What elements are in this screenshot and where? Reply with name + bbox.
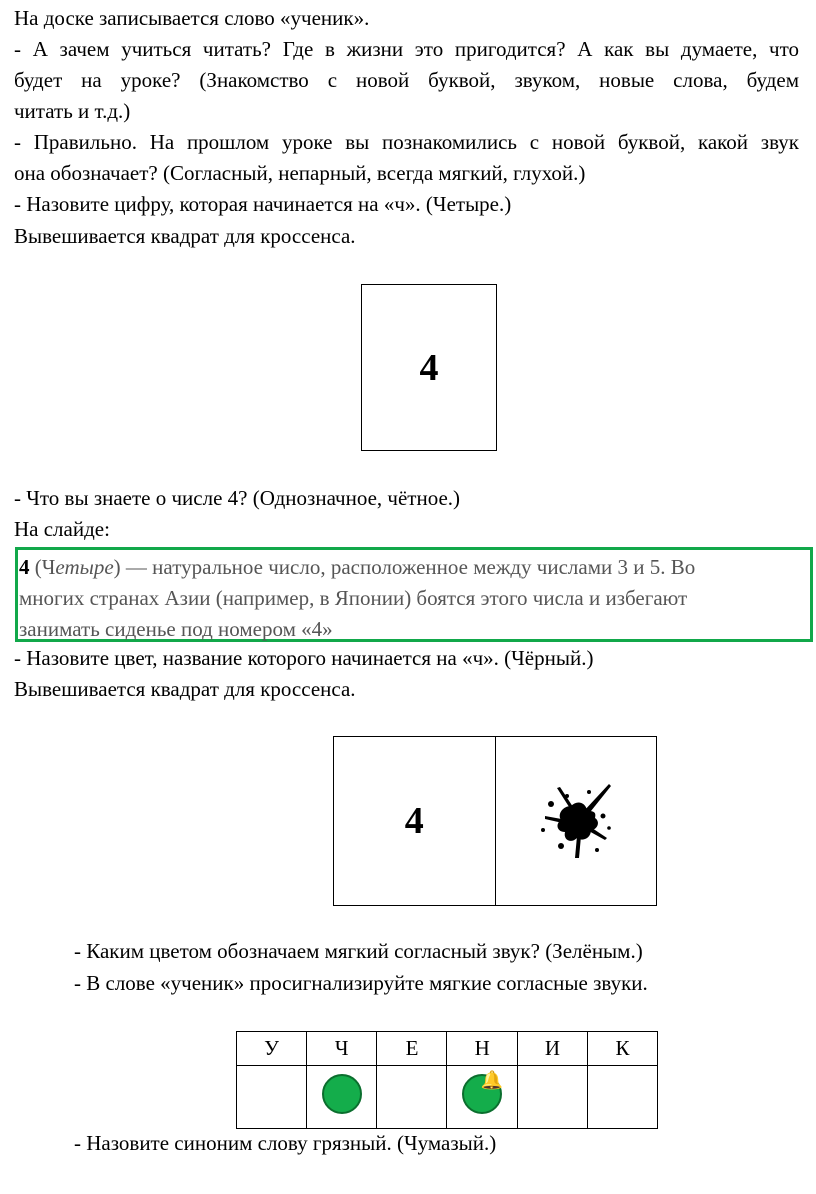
green-circle-icon <box>322 1074 362 1114</box>
text-line: будет на уроке? (Знакомство с новой буквой, звуком, новые слова, будем <box>14 68 799 92</box>
text-line: - А зачем учиться читать? Где в жизни это пригодится? А как вы думаете, что <box>14 37 799 61</box>
ink-blot-icon <box>496 737 657 905</box>
signal-cell <box>237 1066 307 1129</box>
signal-cell <box>587 1066 657 1129</box>
slide-word-italic: етыре <box>55 555 114 579</box>
slide-text: — натуральное число, расположенное между числами 3 и 5. Во <box>120 555 696 579</box>
text-line: она обозначает? (Согласный, непарный, всегда мягкий, глухой.) <box>14 161 586 185</box>
signal-cell <box>517 1066 587 1129</box>
slide-line: занимать сиденье под номером «4» <box>19 617 333 641</box>
crossens-card-number: 4 <box>361 284 497 451</box>
signal-cell <box>377 1066 447 1129</box>
text-line: Вывешивается квадрат для кроссенса. <box>14 677 356 701</box>
text-line: - Назовите цифру, которая начинается на «ч». (Четыре.) <box>14 192 512 216</box>
text-line: Вывешивается квадрат для кроссенса. <box>14 224 356 248</box>
letter-cell: Ч <box>307 1032 377 1066</box>
slide-line: многих странах Азии (например, в Японии) боятся этого числа и избегают <box>19 586 688 610</box>
bell-icon: 🔔 <box>480 1070 503 1090</box>
letter-row <box>237 1032 658 1066</box>
letter-cell: И <box>517 1032 587 1066</box>
slide-paren-close: ) <box>113 555 121 579</box>
text-line: На доске записывается слово «ученик». <box>14 6 370 30</box>
signal-cell <box>307 1066 377 1129</box>
text-line: читать и т.д.) <box>14 99 131 123</box>
crossens-card-number: 4 <box>334 737 496 905</box>
letter-cell: Е <box>377 1032 447 1066</box>
letter-cell: Н <box>447 1032 517 1066</box>
signal-row <box>237 1066 658 1129</box>
text-line: - Каким цветом обозначаем мягкий согласный звук? (Зелёным.) <box>74 939 643 963</box>
text-line: - Назовите синоним слову грязный. (Чумазый.) <box>74 1131 497 1155</box>
text-line: На слайде: <box>14 517 110 541</box>
slide-line <box>19 552 810 583</box>
word-letter-table <box>236 1031 658 1129</box>
slide-number: 4 <box>19 555 30 579</box>
text-line: - Что вы знаете о числе 4? (Однозначное, чётное.) <box>14 486 461 510</box>
slide-quote-box <box>15 547 813 642</box>
signal-cell <box>447 1066 517 1129</box>
slide-paren-open: (Ч <box>29 555 56 579</box>
crossens-card-pair <box>333 736 657 906</box>
text-line: - Правильно. На прошлом уроке вы познакомились с новой буквой, какой звук <box>14 130 799 154</box>
letter-cell: К <box>587 1032 657 1066</box>
text-line: - Назовите цвет, название которого начинается на «ч». (Чёрный.) <box>14 646 594 670</box>
text-line: - В слове «ученик» просигнализируйте мягкие согласные звуки. <box>74 971 648 995</box>
letter-cell: У <box>237 1032 307 1066</box>
